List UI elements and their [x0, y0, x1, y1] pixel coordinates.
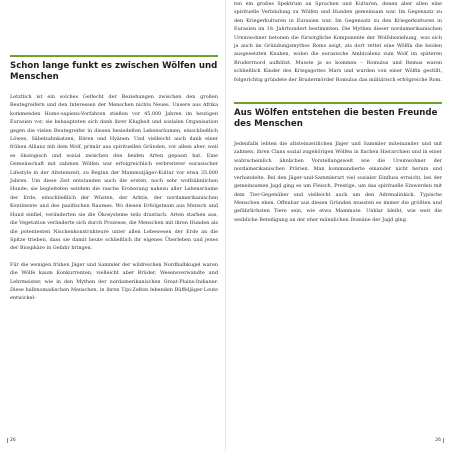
- right-paragraph-1: Jedenfalls lebten die altsteinzeitlichen Jäger und Sammler miteinander und mit zahmen, ihren Clans sozial zugehörigen Wölfen in flachen Hierarchien und in einer wahrscheinlich ähnlichen Vorstellungswelt wie die Ureinwohner der nordamerikanischen Prärien. Man kommandierte einander nicht herum und verhandelte. Bei den Jäger-und-Sammlerart viel sozialer Einfluss erreicht, bei der gemeinsamen Jagd ging es um Fleisch, Prestige, um das spirituelle Einwerden mit dem Tier-Gegenüber und vielleicht auch um den Adrenalinkick. Typische Menschen eben. Offenbar aus diesen Gründen mussten es immer die größten und gefährlichsten Tiere sein, wie etwa Mammute. Unklar bleibt, wie weit die weibliche Beteiligung an der eher männlichen Domäne der Jagd ging.: [234, 141, 442, 223]
- left-page-number: [7, 438, 16, 443]
- left-section-heading: Schon lange funkt es zwischen Wölfen und Menschen: [10, 61, 218, 82]
- right-page-number: [435, 438, 444, 443]
- right-column: [234, 0, 442, 232]
- folio-bar-right: [443, 438, 444, 443]
- folio-bar-left: [7, 438, 8, 443]
- left-page: [0, 0, 225, 451]
- right-intro-paragraph: ten ein großes Spektrum an Sprachen und Kulturen, denen aber allen eine spirituelle Verbindung zu Wölfen und Hunden gemeinsam war. Im Gegensatz zu den Kriegerkulturen in Eurasien war. Im Gegensatz zu den Kriegerkulturen in Eurasien im 18. Jahrhundert bestimmten. Die Mythen dieser nordamerikanischen Ureinwohner betonen die fürsorgliche Komponente der Wolfsbeziehung, was sich ja auch im Gründungsmythos Roms zeigt, als dort rettet eine Wölfin die beiden ausgesetzten Knaben, wobei die eurasische Ambivalenz zum Wolf im späteren Bruderrnord aufblitzt. Musste ja so kommen – Romulus und Remus waren schließlich Kinder des Kriegsgottes Mars und wurden von einer Wölfin gestillt, folgerichtig gründete der Brudermörder Romulus das militärisch erfolgreiche Rom.: [234, 1, 442, 83]
- left-section-divider: [10, 55, 218, 83]
- right-page-number-text: 26: [435, 438, 441, 443]
- left-column: [10, 0, 218, 311]
- left-page-number-text: 26: [10, 438, 16, 443]
- left-paragraph-1: Letztlich ist ein solches Geflecht der Beziehungen zwischen den großen Beutegreifern und den Interessen der Menschen nichts Neues. Unsere aus Afrika kommenden Homo-sapiens-Vorfahren stießen vor 45.000 Jahren im heutigen Eurasien vor, sie behaupteten sich dank ihrer Klugheit und sozialen Organisation gegen die vielen Beutegreifer in diesen besiedelten Lebensräumen, einschließlich Löwen, Säbelzahnkatzen, Bären und Hyänen. Und vielleicht auch dank einer frühen Allianz mit dem Wolf, primär aus spirituellen Gründen, vor allem aber, weil es ökologisch und sozial zwischen den beiden Arten gepasst hat. Eine Gemeinschaft mit zahmen Wölfen war erfolgreichlich verbreiteter eurasischer Lifestyle in der Altsteinzeit, zu Beginn der Mammutjäger-Kultur vor etwa 35.000 Jahren. Um diese Zeit entstanden auch die ersten, noch sehr wolfsähnlichen Hunde; sie begleiteten seitdem die rasche Eroberung nahezu aller Lebensräume der Erde, einschließlich der Wüsten, der Arktis, der nordamerikanischen Kontinente und des pazifischen Raumes. Wo diesen Erfolgsteam aus Mensch und Hund einfiel, veränderten sie die Ökosysteme teils drastisch. Arten starben aus, die Vegetation veränderte sich durch Prozesse, die Menschen mit ihren Hunden als die potentesten Nischenkonstrukteure unter allen Lebewesen der Erde an die Spitze trieben, dass sie damit heute schließlich ihr eigenes Überleben und jenes der Biosphäre in Gefahr bringen.: [10, 94, 218, 252]
- right-page: [226, 0, 451, 451]
- left-paragraph-2: Für die wenigen frühen Jäger und Sammler der wildreichen Nordhalbkugel waren die Wölfe kaum Konkurrenten, vielleicht aber Brüder, Wesensverwandte und Lehrmeister, wie in den Mythen der nordamerikanischen Great-Plains-Indianer. Diese halbnomadischen Menschen, in ihren Tipi-Zelten lebenden Büffeljäger-Leute entwickel-: [10, 261, 218, 302]
- right-section-heading: Aus Wölfen entstehen die besten Freunde des Menschen: [234, 108, 438, 130]
- right-section-divider: [234, 102, 442, 130]
